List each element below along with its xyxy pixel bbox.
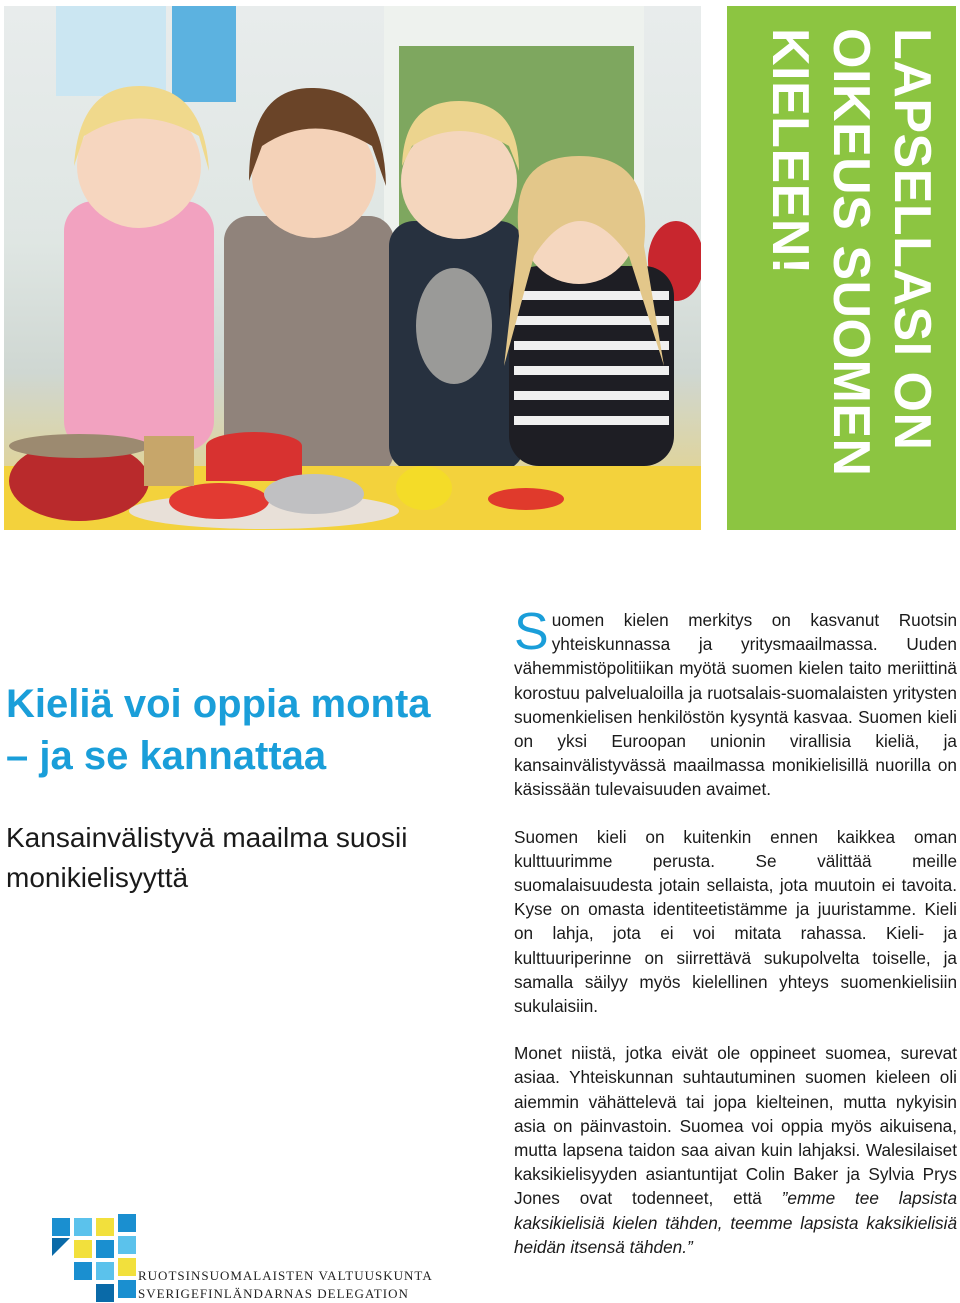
- paragraph-2: Suomen kieli on kuitenkin ennen kaikkea oman kulttuurimme perusta. Se välittää meille suomalaisuudesta jotain sellaista, jota muutoin ei tavoita. Kyse on omasta identiteetistämme ja juuristamme. Kieli on lahja, jota ei voi mitata rahassa. Kieli- ja kulttuuriperinne on siirrettävä sukupolvelta toiselle, ja samalla säilyy myös kielellinen yhteys suomenkielisiin sukulaisiin.: [514, 826, 957, 1017]
- logo-line-2: SVERIGEFINLÄNDARNAS DELEGATION: [138, 1286, 409, 1301]
- subtitle-line-1: Kansainvälistyvä maailma suosii: [6, 822, 408, 853]
- paragraph-3: [514, 1041, 957, 1259]
- subtitle: [6, 818, 476, 898]
- banner-line-3: KIELEEN!: [761, 28, 819, 275]
- subtitle-line-2: monikielisyyttä: [6, 862, 189, 893]
- banner-line-2: OIKEUS SUOMEN: [822, 28, 880, 477]
- delegation-logo: [52, 1210, 433, 1302]
- banner-line-1: LAPSELLASI ON: [883, 28, 941, 451]
- paragraph-1: [514, 603, 957, 802]
- banner-text: [727, 6, 956, 530]
- paragraph-1-text: uomen kielen merkitys on kasvanut Ruotsin yhteiskunnassa ja yritysmaailmassa. Uuden vähemmistöpolitiikan myötä suomen kielen taito meriittinä korostuu palvelualoilla ja ruotsalais-suomalaisten yritysten suomenkielisen henkilöstön kysyntä kasvaa. Suomen kieli on yksi Euroopan unionin virallisia kieliä, ja kansainvälistyvässä maailmassa monikielisillä nuorilla on käsissään tulevaisuuden avaimet.: [514, 610, 957, 800]
- children-photo: [4, 6, 701, 530]
- page-title: [6, 678, 476, 782]
- logo-line-1: RUOTSINSUOMALAISTEN VALTUUSKUNTA: [138, 1268, 433, 1283]
- title-line-2: – ja se kannattaa: [6, 734, 327, 778]
- article-body: [514, 603, 957, 1282]
- paragraph-3-quote: ”emme tee lapsista kaksikielisiä kielen tähden, teemme lapsista kaksikielisiä heidän itsensä tähden.”: [514, 1188, 957, 1257]
- logo-mosaic-icon: [52, 1210, 138, 1302]
- drop-cap: S: [514, 603, 549, 661]
- paragraph-3-text: Monet niistä, jotka eivät ole oppineet suomea, surevat asiaa. Yhteiskunnan suhtautuminen suomen kieleen oli aiemmin vähättelevä tai jopa kielteinen, mutta nykyisin asia on päinvastoin. Suomea voi oppia myös aikuisena, mutta lapsena taidon saa aivan kuin lahjaksi. Walesilaiset kaksikielisyyden asiantuntijat Colin Baker ja Sylvia Prys Jones ovat todenneet, että: [514, 1043, 957, 1209]
- title-line-1: Kieliä voi oppia monta: [6, 682, 431, 726]
- banner: [727, 6, 956, 530]
